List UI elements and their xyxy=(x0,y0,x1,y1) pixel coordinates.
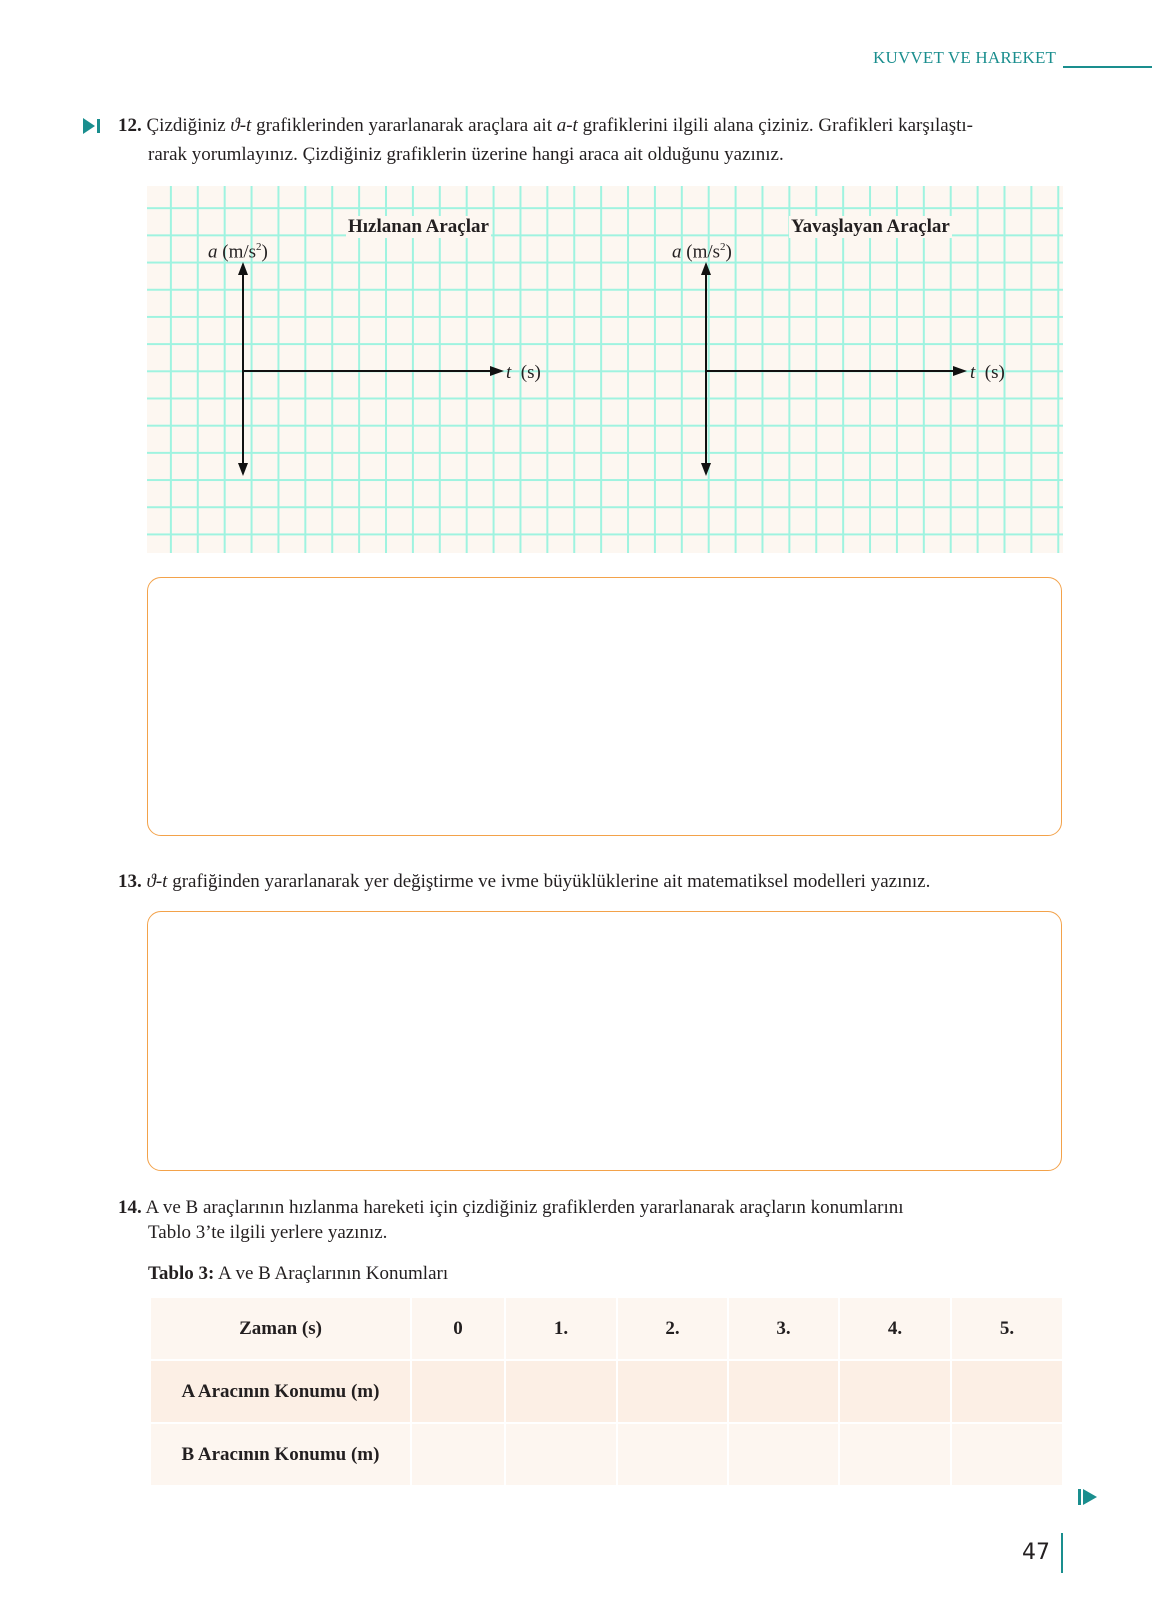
table-caption: Tablo 3: A ve B Araçlarının Konumları xyxy=(148,1263,449,1284)
input-cell[interactable] xyxy=(505,1423,617,1486)
section-title: KUVVET VE HAREKET xyxy=(873,48,1057,67)
question-12: 12. Çizdiğiniz ϑ-t grafiklerinden yararlanarak araçlara ait a-t grafiklerini ilgili alana çiziniz. Grafikleri karşılaştı- xyxy=(118,115,973,136)
table-header-row xyxy=(150,1297,1063,1360)
page-number-rule xyxy=(1061,1533,1063,1573)
question-14-line2: Tablo 3’te ilgili yerlere yazınız. xyxy=(148,1222,388,1243)
question-13: 13. ϑ-t grafiğinden yararlanarak yer değiştirme ve ivme büyüklüklerine ait matematiksel modelleri yazınız. xyxy=(118,871,931,892)
header-cell: 0 xyxy=(411,1297,505,1360)
question-14: 14. A ve B araçlarının hızlanma hareketi için çizdiğiniz grafiklerden yararlanarak araçların konumlarını xyxy=(118,1197,904,1218)
x-axis-label-left: t (s) xyxy=(506,362,541,383)
input-cell[interactable] xyxy=(951,1423,1063,1486)
table-row xyxy=(150,1360,1063,1423)
next-page-icon[interactable] xyxy=(1078,1488,1100,1506)
x-axis-label-right: t (s) xyxy=(970,362,1005,383)
header-rule xyxy=(1063,66,1152,68)
question-number: 12. xyxy=(118,115,142,136)
input-cell[interactable] xyxy=(728,1423,839,1486)
header-cell: 5. xyxy=(951,1297,1063,1360)
header-cell: 2. xyxy=(617,1297,728,1360)
question-number: 14. xyxy=(118,1197,142,1218)
graph-title-accelerating: Hızlanan Araçlar xyxy=(348,216,489,237)
answer-box-q12[interactable] xyxy=(147,577,1062,836)
input-cell[interactable] xyxy=(617,1423,728,1486)
y-axis-label-left: a $(m/s^2)$ xyxy=(208,241,268,263)
page-number: 47 xyxy=(1022,1540,1050,1565)
header-cell: 3. xyxy=(728,1297,839,1360)
step-play-icon xyxy=(83,118,101,134)
positions-table xyxy=(149,1296,1064,1487)
header-cell-time: Zaman (s) xyxy=(150,1297,411,1360)
axes-right xyxy=(689,262,979,482)
input-cell[interactable] xyxy=(839,1423,951,1486)
header-cell: 4. xyxy=(839,1297,951,1360)
axes-left xyxy=(226,262,516,482)
input-cell[interactable] xyxy=(505,1360,617,1423)
v-t-symbol: ϑ-t xyxy=(146,871,168,892)
y-axis-label-right: a $(m/s^2)$ xyxy=(672,241,732,263)
question-12-line2: rarak yorumlayınız. Çizdiğiniz grafiklerin üzerine hangi araca ait olduğunu yazınız. xyxy=(148,144,784,165)
answer-box-q13[interactable] xyxy=(147,911,1062,1171)
a-t-symbol: a-t xyxy=(556,115,578,136)
header-cell: 1. xyxy=(505,1297,617,1360)
input-cell[interactable] xyxy=(411,1360,505,1423)
v-t-symbol: ϑ-t xyxy=(230,115,252,136)
input-cell[interactable] xyxy=(839,1360,951,1423)
table-row xyxy=(150,1423,1063,1486)
input-cell[interactable] xyxy=(951,1360,1063,1423)
row-label-a: A Aracının Konumu (m) xyxy=(150,1360,411,1423)
graph-title-decelerating: Yavaşlayan Araçlar xyxy=(791,216,950,237)
input-cell[interactable] xyxy=(411,1423,505,1486)
row-label-b: B Aracının Konumu (m) xyxy=(150,1423,411,1486)
input-cell[interactable] xyxy=(617,1360,728,1423)
question-number: 13. xyxy=(118,871,142,892)
input-cell[interactable] xyxy=(728,1360,839,1423)
